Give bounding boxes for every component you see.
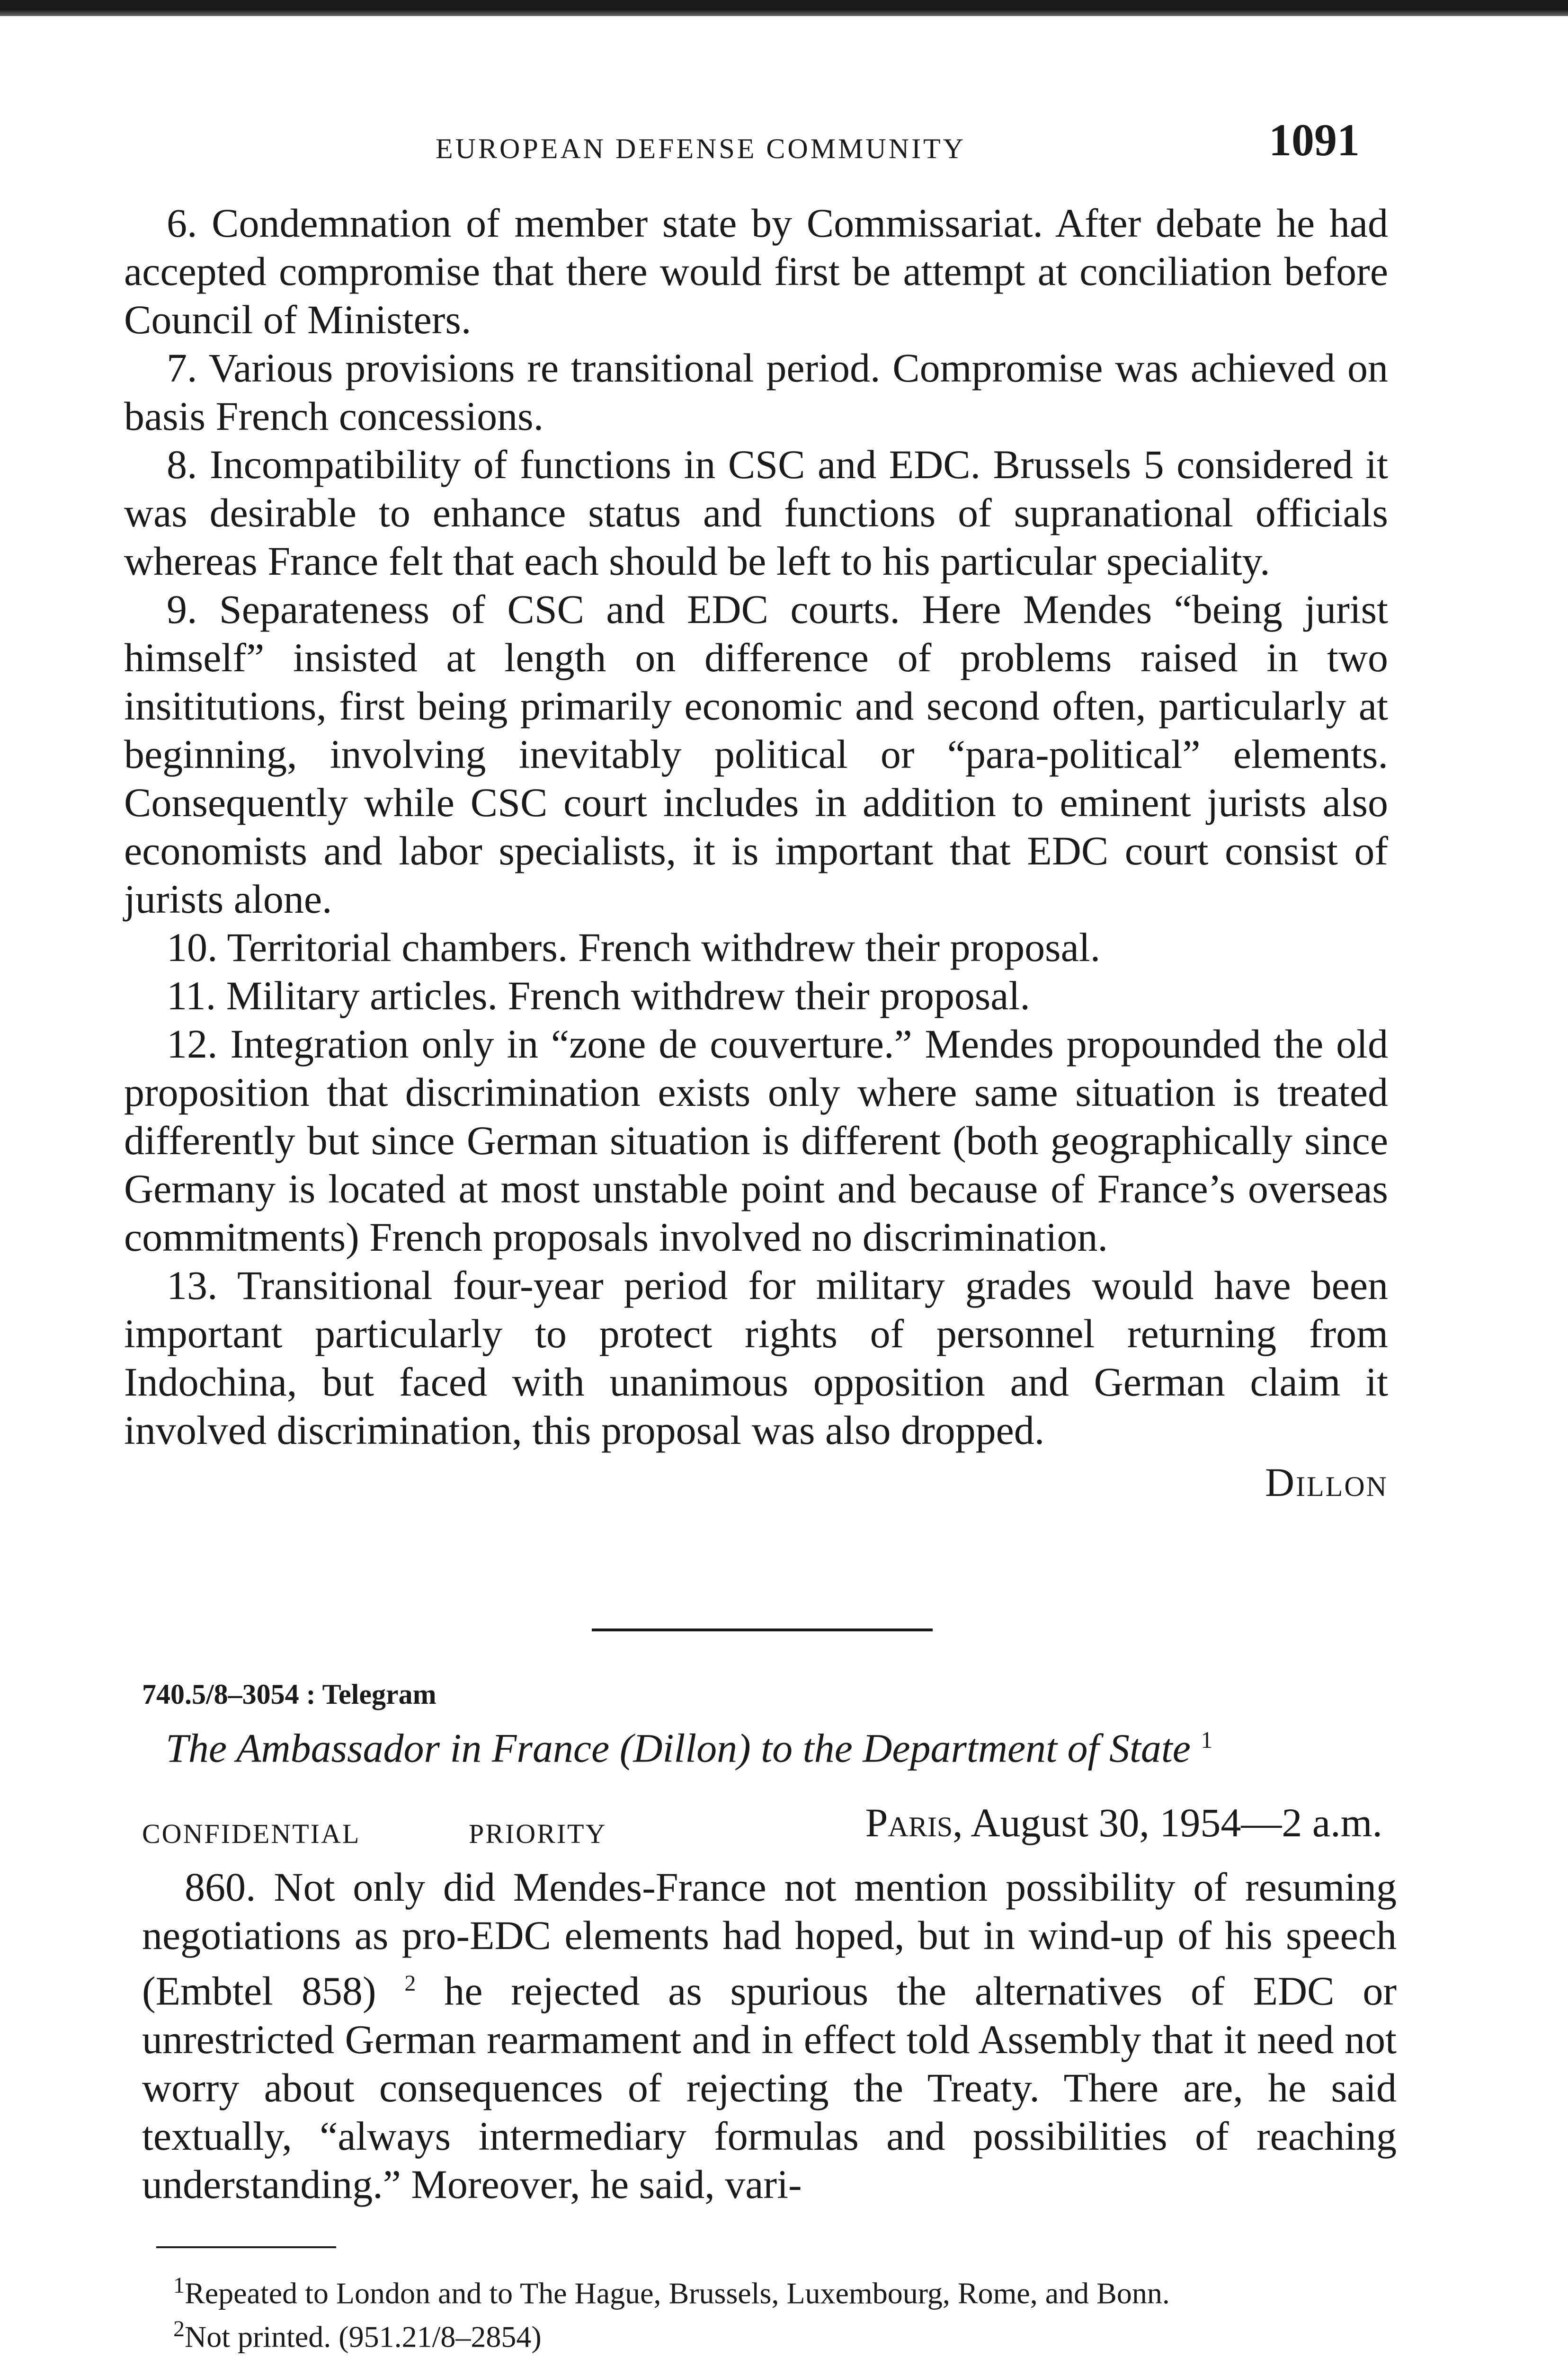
numbered-paragraph: 13. Transitional four-year period for military grades would have been important particularly to protect rights of personnel returning from Indochina, but faced with unanimous opposition and German claim it involved discrimination, this proposal was also dropped.	[124, 1263, 1388, 1453]
document-title-text: The Ambassador in France (Dillon) to the Department of State	[166, 1725, 1191, 1771]
file-reference: 740.5/8–3054 : Telegram	[142, 1679, 437, 1710]
numbered-paragraph: 6. Condemnation of member state by Commissariat. After debate he had accepted compromise that there would first be attempt at conciliation before Council of Ministers.	[124, 200, 1388, 342]
footnote-marker: 1	[1201, 1726, 1213, 1753]
footnote	[156, 2268, 1397, 2311]
footnote-text: Repeated to London and to The Hague, Brussels, Luxembourg, Rome, and Bonn.	[185, 2276, 1170, 2310]
numbered-paragraph: 9. Separateness of CSC and EDC courts. Here Mendes “being jurist himself” insisted at length on difference of problems raised in two insititutions, first being primarily economic and second often, particularly at beginning, involving inevitably political or “para-political” elements. Consequently while CSC court includes in addition to eminent jurists also economists and labor specialists, it is important that EDC court consist of jurists alone.	[124, 587, 1388, 922]
numbered-paragraph: 11. Military articles. French withdrew their proposal.	[167, 973, 1030, 1018]
page-header	[0, 114, 1568, 175]
footnote-marker: 1	[173, 2273, 185, 2298]
classification-label: CONFIDENTIAL	[142, 1818, 361, 1849]
numbered-paragraph: 8. Incompatibility of functions in CSC and EDC. Brussels 5 considered it was desirable to enhance status and functions of supranational officials whereas France felt that each should be left to his particular speciality.	[124, 442, 1388, 584]
document-title	[166, 1714, 1397, 1774]
page-number: 1091	[1269, 115, 1360, 165]
dateline	[142, 1799, 1382, 1851]
section-divider	[592, 1628, 933, 1631]
previous-document-continuation	[124, 199, 1388, 1506]
precedence-label: PRIORITY	[469, 1818, 607, 1849]
scan-edge-bar	[0, 0, 1568, 16]
numbered-paragraph: 12. Integration only in “zone de couverture.” Mendes propounded the old proposition that discrimination exists only where same situation is treated differently but since German situation is different (both geographically since Germany is located at most unstable point and because of France’s overseas commitments) French proposals involved no discrimination.	[124, 1021, 1388, 1260]
place: Paris,	[865, 1800, 963, 1845]
body-text-part: he rejected as spurious the alternatives of EDC or unrestricted German rearmament and in effect told Assembly that it need not worry about consequences of rejecting the Treaty. There are, he said textually, “always intermediary formulas and possibilities of reaching understanding.” Moreover, he said, vari-	[142, 1968, 1397, 2207]
numbered-paragraph: 10. Territorial chambers. French withdrew their proposal.	[167, 925, 1101, 970]
numbered-paragraph: 7. Various provisions re transitional period. Compromise was achieved on basis French concessions.	[124, 345, 1388, 439]
footnote-marker: 2	[173, 2316, 185, 2342]
place-and-date	[865, 1799, 1382, 1846]
telegram-body	[142, 1863, 1397, 2208]
body-text-part: 860. Not only did Mendes-France not mention possibility of resuming negotiations as pro-EDC elements had hoped, but in wind-up of his speech (Embtel 858)	[142, 1864, 1397, 2014]
running-title: EUROPEAN DEFENSE COMMUNITY	[436, 133, 966, 164]
signature: Dillon	[1265, 1459, 1388, 1505]
body-paragraph	[142, 1863, 1397, 2208]
footnote-divider	[156, 2246, 336, 2248]
footnote	[156, 2311, 1397, 2355]
footnote-marker: 2	[404, 1971, 416, 1996]
date: August 30, 1954—2 a.m.	[971, 1800, 1382, 1845]
footnotes	[156, 2268, 1397, 2355]
footnote-text: Not printed. (951.21/8–2854)	[185, 2320, 542, 2354]
